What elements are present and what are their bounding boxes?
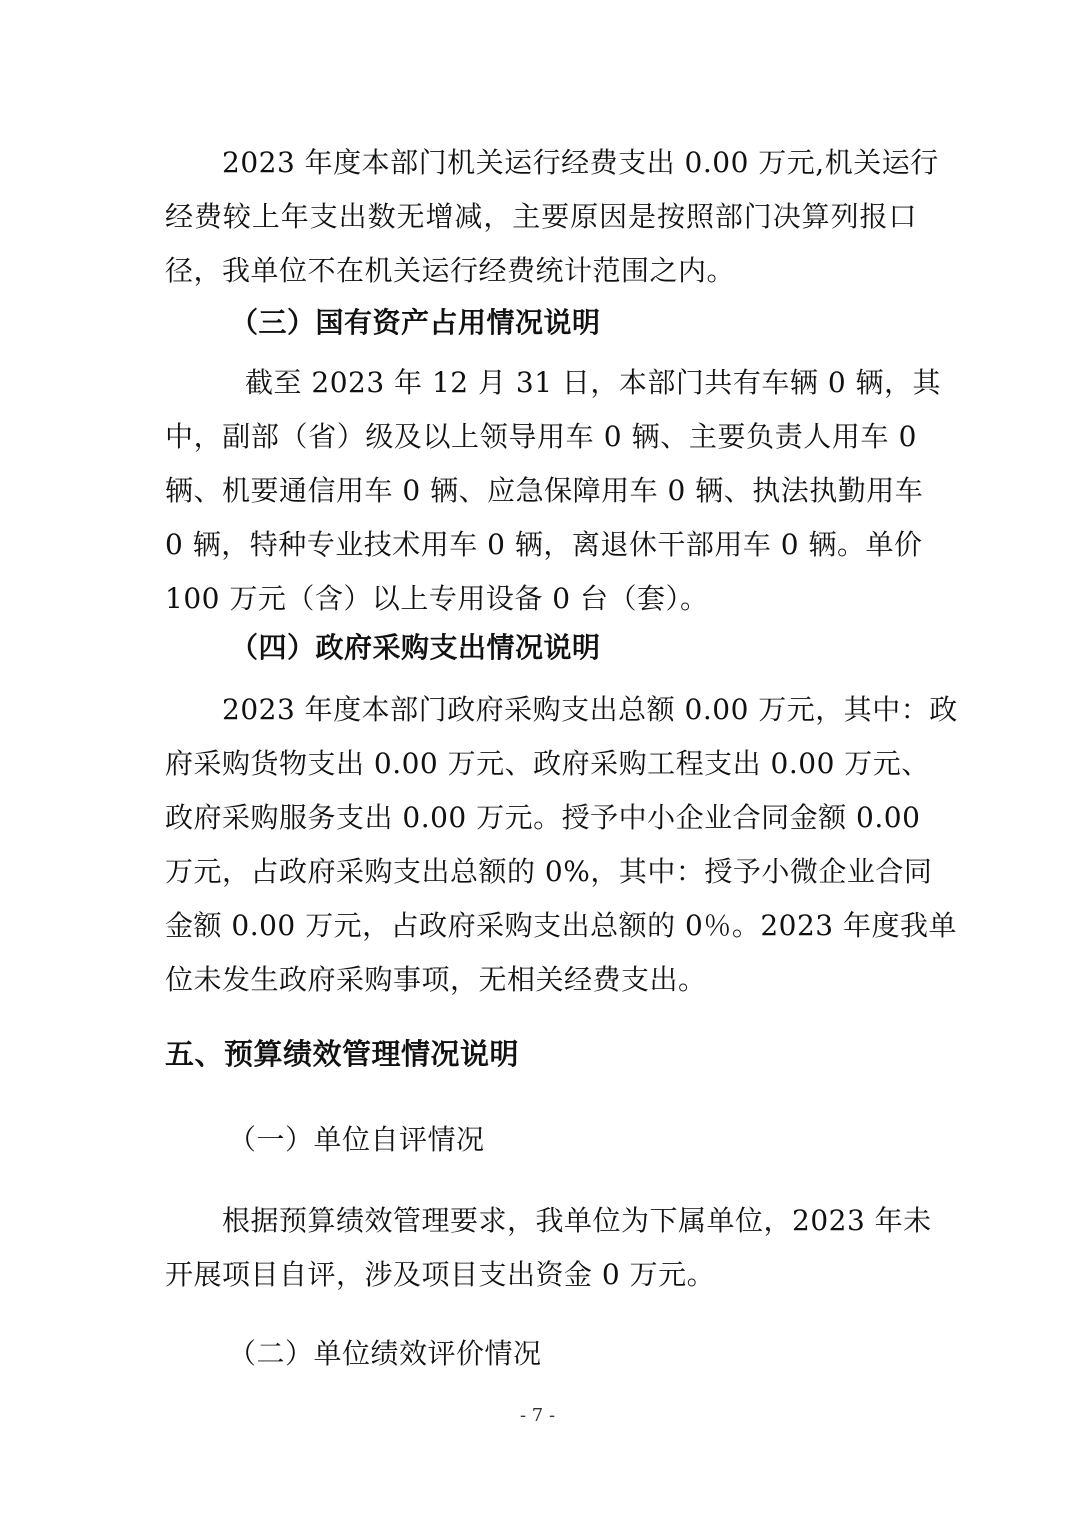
paragraph-line: 开展项目自评，涉及项目支出资金 0 万元。 [165, 1258, 716, 1291]
paragraph-line: 中，副部（省）级及以上领导用车 0 辆、主要负责人用车 0 [165, 420, 917, 453]
paragraph-line: 政府采购服务支出 0.00 万元。授予中小企业合同金额 0.00 [165, 801, 921, 834]
paragraph-line: 万元，占政府采购支出总额的 0%，其中：授予小微企业合同 [165, 855, 933, 888]
section-heading-procurement: （四）政府采购支出情况说明 [230, 631, 601, 664]
paragraph-line: 根据预算绩效管理要求，我单位为下属单位，2023 年未 [222, 1204, 932, 1237]
paragraph-line: 金额 0.00 万元，占政府采购支出总额的 0％。2023 年度我单 [165, 909, 958, 942]
paragraph-line: 2023 年度本部门机关运行经费支出 0.00 万元,机关运行 [222, 146, 939, 179]
paragraph-line: 府采购货物支出 0.00 万元、政府采购工程支出 0.00 万元、 [165, 747, 930, 780]
paragraph-line: 0 辆，特种专业技术用车 0 辆，离退休干部用车 0 辆。单价 [165, 528, 923, 561]
subheading-self-evaluation: （一）单位自评情况 [228, 1123, 485, 1156]
paragraph-line: 位未发生政府采购事项，无相关经费支出。 [165, 963, 707, 996]
page-number: - 7 - [519, 1405, 556, 1426]
paragraph-line: 辆、机要通信用车 0 辆、应急保障用车 0 辆、执法执勤用车 [165, 474, 924, 507]
paragraph-line: 2023 年度本部门政府采购支出总额 0.00 万元，其中：政 [222, 693, 958, 726]
paragraph-line: 径，我单位不在机关运行经费统计范围之内。 [165, 254, 736, 287]
chapter-heading-performance: 五、预算绩效管理情况说明 [165, 1037, 520, 1071]
subheading-unit-evaluation: （二）单位绩效评价情况 [228, 1337, 542, 1370]
paragraph-line: 经费较上年支出数无增减，主要原因是按照部门决算列报口 [165, 200, 917, 233]
paragraph-line: 截至 2023 年 12 月 31 日，本部门共有车辆 0 辆，其 [245, 366, 942, 399]
section-heading-assets: （三）国有资产占用情况说明 [230, 306, 601, 339]
paragraph-line: 100 万元（含）以上专用设备 0 台（套）。 [165, 582, 709, 615]
